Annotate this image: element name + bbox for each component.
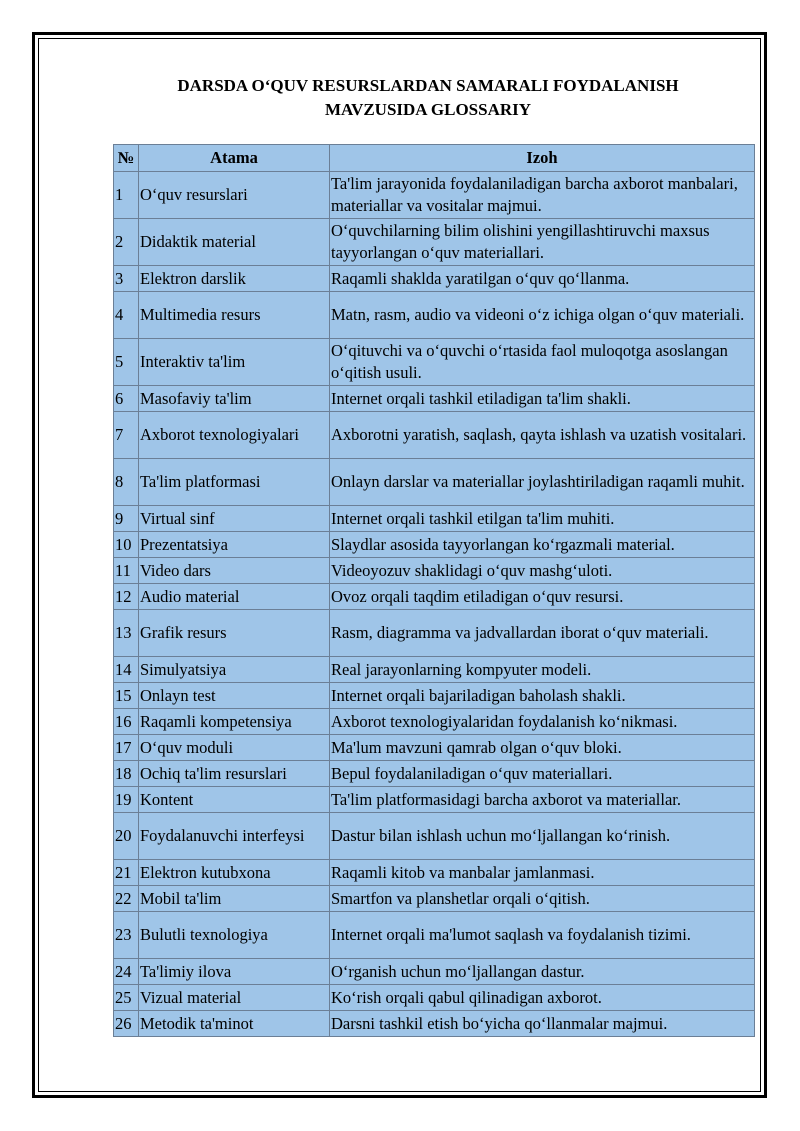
- table-row: [114, 266, 755, 292]
- cell-term: Elektron darslik: [139, 266, 330, 292]
- table-row: [114, 292, 755, 339]
- cell-term: Simulyatsiya: [139, 657, 330, 683]
- cell-number: 4: [114, 292, 139, 339]
- cell-term: Metodik ta'minot: [139, 1011, 330, 1037]
- cell-number: 7: [114, 412, 139, 459]
- cell-number: 8: [114, 459, 139, 506]
- cell-number: 20: [114, 813, 139, 860]
- cell-term: Multimedia resurs: [139, 292, 330, 339]
- cell-term: Ta'limiy ilova: [139, 959, 330, 985]
- table-body: [114, 172, 755, 1037]
- table-row: [114, 709, 755, 735]
- cell-term: Axborot texnologiyalari: [139, 412, 330, 459]
- cell-term: Grafik resurs: [139, 610, 330, 657]
- cell-number: 2: [114, 219, 139, 266]
- cell-definition: Raqamli shaklda yaratilgan o‘quv qo‘llanma.: [330, 266, 755, 292]
- table-row: [114, 657, 755, 683]
- cell-definition: Ovoz orqali taqdim etiladigan o‘quv resursi.: [330, 584, 755, 610]
- cell-definition: Ma'lum mavzuni qamrab olgan o‘quv bloki.: [330, 735, 755, 761]
- cell-number: 18: [114, 761, 139, 787]
- header-definition: Izoh: [330, 145, 755, 172]
- cell-definition: Smartfon va planshetlar orqali o‘qitish.: [330, 886, 755, 912]
- cell-definition: Ta'lim jarayonida foydalaniladigan barcha axborot manbalari, materiallar va vositalar majmui.: [330, 172, 755, 219]
- title-line-2: MAVZUSIDA GLOSSARIY: [324, 100, 532, 119]
- cell-term: Mobil ta'lim: [139, 886, 330, 912]
- cell-number: 1: [114, 172, 139, 219]
- cell-term: Ochiq ta'lim resurslari: [139, 761, 330, 787]
- table-header-row: [114, 145, 755, 172]
- table-row: [114, 339, 755, 386]
- cell-number: 6: [114, 386, 139, 412]
- cell-number: 26: [114, 1011, 139, 1037]
- cell-definition: Dastur bilan ishlash uchun mo‘ljallangan ko‘rinish.: [330, 813, 755, 860]
- table-row: [114, 985, 755, 1011]
- cell-definition: Internet orqali tashkil etiladigan ta'lim shakli.: [330, 386, 755, 412]
- cell-definition: Ta'lim platformasidagi barcha axborot va materiallar.: [330, 787, 755, 813]
- cell-term: Audio material: [139, 584, 330, 610]
- cell-term: Raqamli kompetensiya: [139, 709, 330, 735]
- cell-term: Bulutli texnologiya: [139, 912, 330, 959]
- cell-number: 9: [114, 506, 139, 532]
- cell-definition: Axborot texnologiyalaridan foydalanish ko‘nikmasi.: [330, 709, 755, 735]
- cell-number: 15: [114, 683, 139, 709]
- cell-number: 24: [114, 959, 139, 985]
- cell-definition: Ko‘rish orqali qabul qilinadigan axborot.: [330, 985, 755, 1011]
- table-row: [114, 1011, 755, 1037]
- table-row: [114, 860, 755, 886]
- table-row: [114, 386, 755, 412]
- cell-definition: O‘quvchilarning bilim olishini yengillashtiruvchi maxsus tayyorlangan o‘quv materiallari.: [330, 219, 755, 266]
- cell-term: Onlayn test: [139, 683, 330, 709]
- cell-definition: O‘rganish uchun mo‘ljallangan dastur.: [330, 959, 755, 985]
- table-row: [114, 172, 755, 219]
- cell-definition: Slaydlar asosida tayyorlangan ko‘rgazmali material.: [330, 532, 755, 558]
- cell-definition: O‘qituvchi va o‘quvchi o‘rtasida faol muloqotga asoslangan o‘qitish usuli.: [330, 339, 755, 386]
- table-row: [114, 761, 755, 787]
- cell-definition: Internet orqali ma'lumot saqlash va foydalanish tizimi.: [330, 912, 755, 959]
- table-row: [114, 787, 755, 813]
- table-row: [114, 610, 755, 657]
- cell-definition: Darsni tashkil etish bo‘yicha qo‘llanmalar majmui.: [330, 1011, 755, 1037]
- cell-number: 13: [114, 610, 139, 657]
- cell-number: 11: [114, 558, 139, 584]
- table-row: [114, 735, 755, 761]
- table-row: [114, 558, 755, 584]
- cell-number: 3: [114, 266, 139, 292]
- cell-term: Kontent: [139, 787, 330, 813]
- title-line-1: DARSDA O‘QUV RESURSLARDAN SAMARALI FOYDALANISH: [177, 76, 679, 95]
- table-row: [114, 506, 755, 532]
- cell-number: 21: [114, 860, 139, 886]
- cell-term: O‘quv resurslari: [139, 172, 330, 219]
- cell-definition: Videoyozuv shaklidagi o‘quv mashg‘uloti.: [330, 558, 755, 584]
- cell-number: 10: [114, 532, 139, 558]
- document-title: [60, 74, 796, 122]
- table-row: [114, 532, 755, 558]
- cell-term: Interaktiv ta'lim: [139, 339, 330, 386]
- table-row: [114, 584, 755, 610]
- cell-number: 16: [114, 709, 139, 735]
- cell-number: 19: [114, 787, 139, 813]
- cell-term: Ta'lim platformasi: [139, 459, 330, 506]
- table-row: [114, 813, 755, 860]
- cell-term: Elektron kutubxona: [139, 860, 330, 886]
- cell-term: Virtual sinf: [139, 506, 330, 532]
- table-row: [114, 219, 755, 266]
- table-row: [114, 683, 755, 709]
- cell-definition: Matn, rasm, audio va videoni o‘z ichiga olgan o‘quv materiali.: [330, 292, 755, 339]
- table-row: [114, 459, 755, 506]
- cell-definition: Rasm, diagramma va jadvallardan iborat o‘quv materiali.: [330, 610, 755, 657]
- cell-number: 17: [114, 735, 139, 761]
- cell-number: 12: [114, 584, 139, 610]
- cell-definition: Axborotni yaratish, saqlash, qayta ishlash va uzatish vositalari.: [330, 412, 755, 459]
- cell-term: Didaktik material: [139, 219, 330, 266]
- cell-number: 14: [114, 657, 139, 683]
- cell-number: 25: [114, 985, 139, 1011]
- cell-number: 22: [114, 886, 139, 912]
- cell-term: Video dars: [139, 558, 330, 584]
- cell-definition: Onlayn darslar va materiallar joylashtiriladigan raqamli muhit.: [330, 459, 755, 506]
- cell-definition: Internet orqali tashkil etilgan ta'lim muhiti.: [330, 506, 755, 532]
- cell-definition: Raqamli kitob va manbalar jamlanmasi.: [330, 860, 755, 886]
- table-row: [114, 886, 755, 912]
- table-row: [114, 412, 755, 459]
- cell-definition: Bepul foydalaniladigan o‘quv materiallari.: [330, 761, 755, 787]
- header-term: Atama: [139, 145, 330, 172]
- glossary-table: [113, 144, 755, 1037]
- cell-term: Prezentatsiya: [139, 532, 330, 558]
- cell-term: Foydalanuvchi interfeysi: [139, 813, 330, 860]
- table-row: [114, 912, 755, 959]
- header-number: №: [114, 145, 139, 172]
- cell-term: Vizual material: [139, 985, 330, 1011]
- cell-definition: Real jarayonlarning kompyuter modeli.: [330, 657, 755, 683]
- table-row: [114, 959, 755, 985]
- cell-definition: Internet orqali bajariladigan baholash shakli.: [330, 683, 755, 709]
- cell-number: 5: [114, 339, 139, 386]
- cell-term: O‘quv moduli: [139, 735, 330, 761]
- cell-number: 23: [114, 912, 139, 959]
- cell-term: Masofaviy ta'lim: [139, 386, 330, 412]
